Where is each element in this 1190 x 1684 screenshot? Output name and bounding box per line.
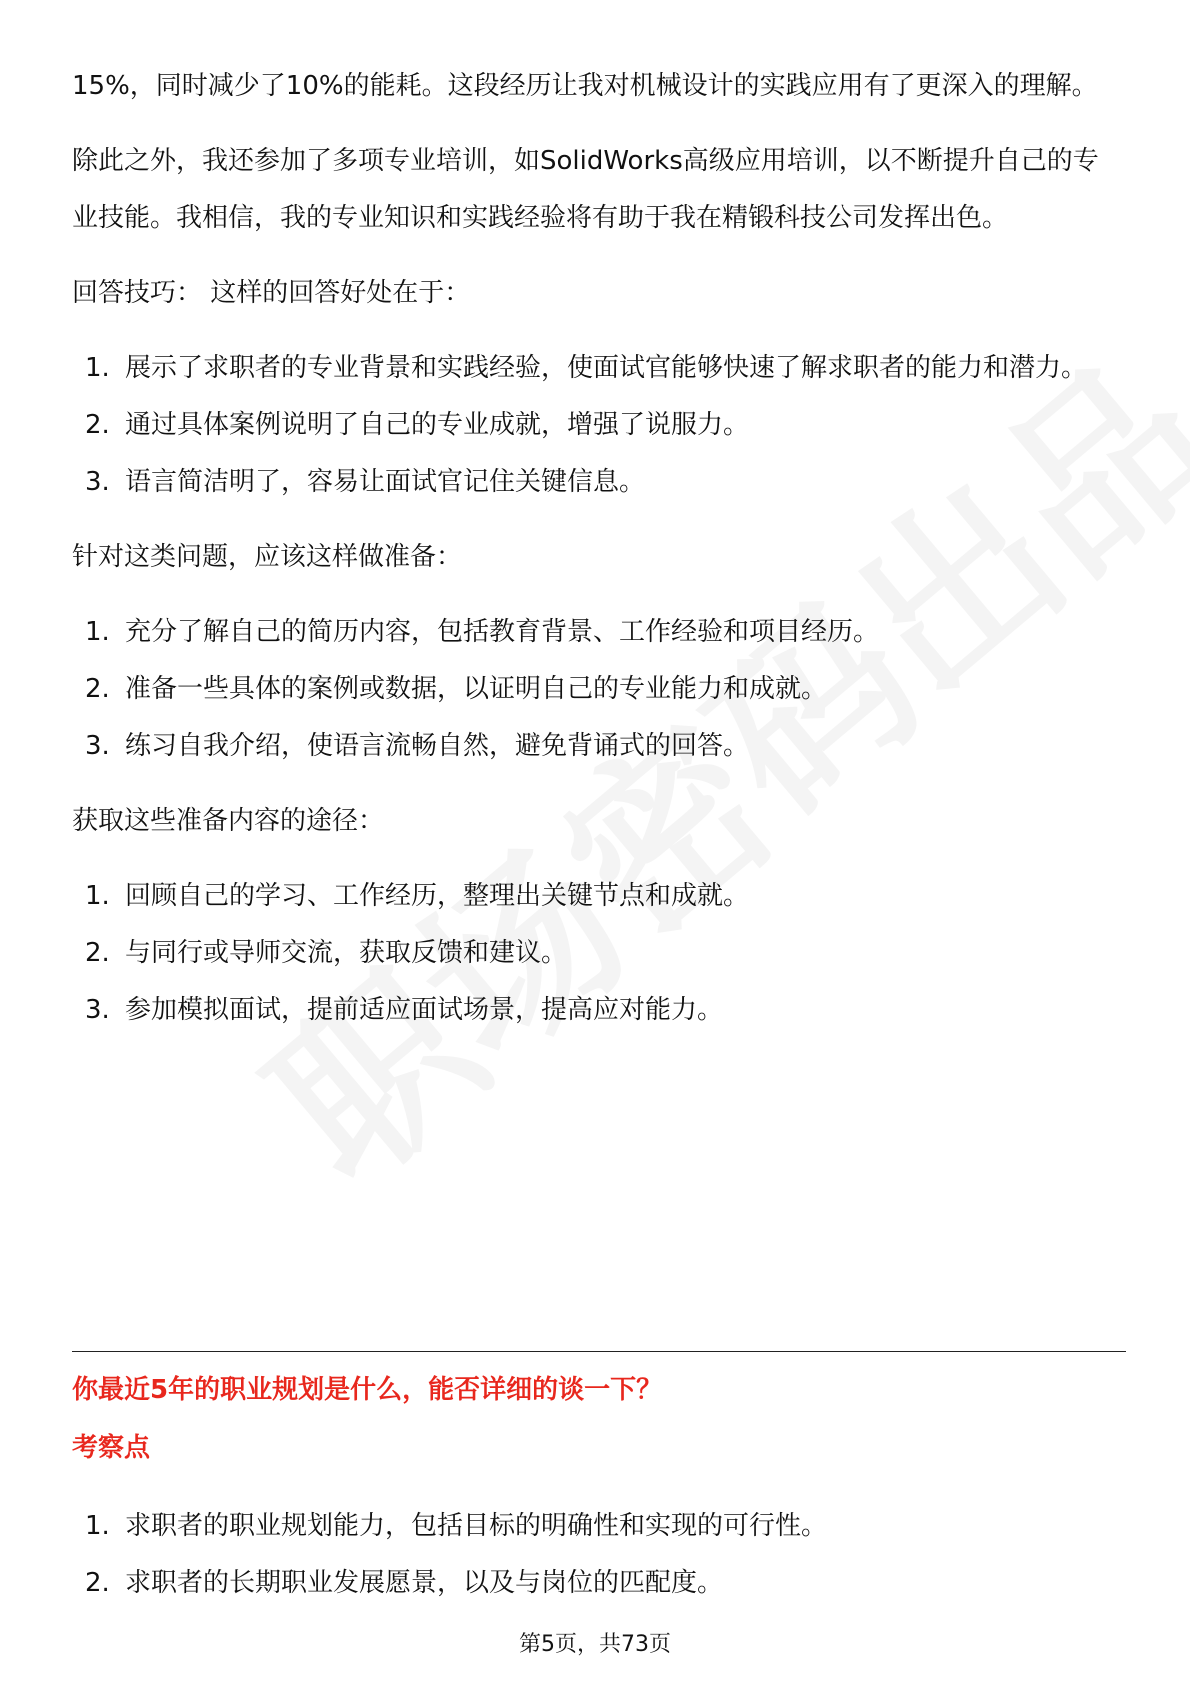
list-item bbox=[72, 868, 1122, 925]
list-number: 2. bbox=[85, 410, 110, 440]
list-number: 3. bbox=[85, 995, 110, 1025]
list-item bbox=[72, 925, 1122, 982]
list-number: 1. bbox=[85, 353, 110, 383]
list-number: 2. bbox=[85, 938, 110, 968]
sources-heading: 获取这些准备内容的途径： bbox=[72, 806, 385, 836]
list-item bbox=[72, 1555, 1122, 1612]
list-item bbox=[72, 661, 1122, 718]
list-item-text: 语言简洁明了，容易让面试官记住关键信息。 bbox=[125, 467, 646, 497]
list-item-text: 求职者的职业规划能力，包括目标的明确性和实现的可行性。 bbox=[125, 1511, 828, 1541]
list-item bbox=[72, 454, 1122, 511]
list-item bbox=[72, 397, 1122, 454]
points-list bbox=[72, 1498, 1122, 1612]
list-item bbox=[72, 982, 1122, 1039]
section-divider bbox=[72, 1351, 1126, 1352]
list-item bbox=[72, 1498, 1122, 1555]
list-item-text: 与同行或导师交流，获取反馈和建议。 bbox=[125, 938, 568, 968]
list-item-text: 参加模拟面试，提前适应面试场景，提高应对能力。 bbox=[125, 995, 724, 1025]
sources-list bbox=[72, 868, 1122, 1039]
prep-list bbox=[72, 604, 1122, 775]
list-item-text: 求职者的长期职业发展愿景，以及与岗位的匹配度。 bbox=[125, 1568, 724, 1598]
list-number: 3. bbox=[85, 467, 110, 497]
tips-heading: 回答技巧： 这样的回答好处在于： bbox=[72, 278, 471, 308]
list-number: 2. bbox=[85, 674, 110, 704]
list-number: 1. bbox=[85, 1511, 110, 1541]
intro-paragraph-2: 除此之外，我还参加了多项专业培训，如SolidWorks高级应用培训，以不断提升自己的专业技能。我相信，我的专业知识和实践经验将有助于我在精锻科技公司发挥出色。 bbox=[72, 146, 1099, 233]
assessment-points bbox=[72, 1498, 1122, 1612]
page-number: 第5页，共73页 bbox=[519, 1632, 671, 1657]
list-item-text: 通过具体案例说明了自己的专业成就，增强了说服力。 bbox=[125, 410, 750, 440]
list-item bbox=[72, 604, 1122, 661]
list-item-text: 充分了解自己的简历内容，包括教育背景、工作经验和项目经历。 bbox=[125, 617, 880, 647]
list-number: 1. bbox=[85, 881, 110, 911]
list-item bbox=[72, 340, 1122, 397]
list-item bbox=[72, 718, 1122, 775]
list-item-text: 展示了求职者的专业背景和实践经验，使面试官能够快速了解求职者的能力和潜力。 bbox=[125, 353, 1088, 383]
prep-heading: 针对这类问题，应该这样做准备： bbox=[72, 542, 463, 572]
list-number: 3. bbox=[85, 731, 110, 761]
list-item-text: 回顾自己的学习、工作经历，整理出关键节点和成就。 bbox=[125, 881, 750, 911]
tips-list bbox=[72, 340, 1122, 511]
assessment-points-heading: 考察点 bbox=[72, 1433, 151, 1463]
intro-paragraph-1: 15%，同时减少了10%的能耗。这段经历让我对机械设计的实践应用有了更深入的理解。 bbox=[72, 71, 1098, 101]
list-number: 2. bbox=[85, 1568, 110, 1598]
main-content bbox=[72, 58, 1122, 1039]
list-number: 1. bbox=[85, 617, 110, 647]
list-item-text: 练习自我介绍，使语言流畅自然，避免背诵式的回答。 bbox=[125, 731, 750, 761]
question-title: 你最近5年的职业规划是什么，能否详细的谈一下？ bbox=[72, 1375, 663, 1405]
list-item-text: 准备一些具体的案例或数据，以证明自己的专业能力和成就。 bbox=[125, 674, 828, 704]
